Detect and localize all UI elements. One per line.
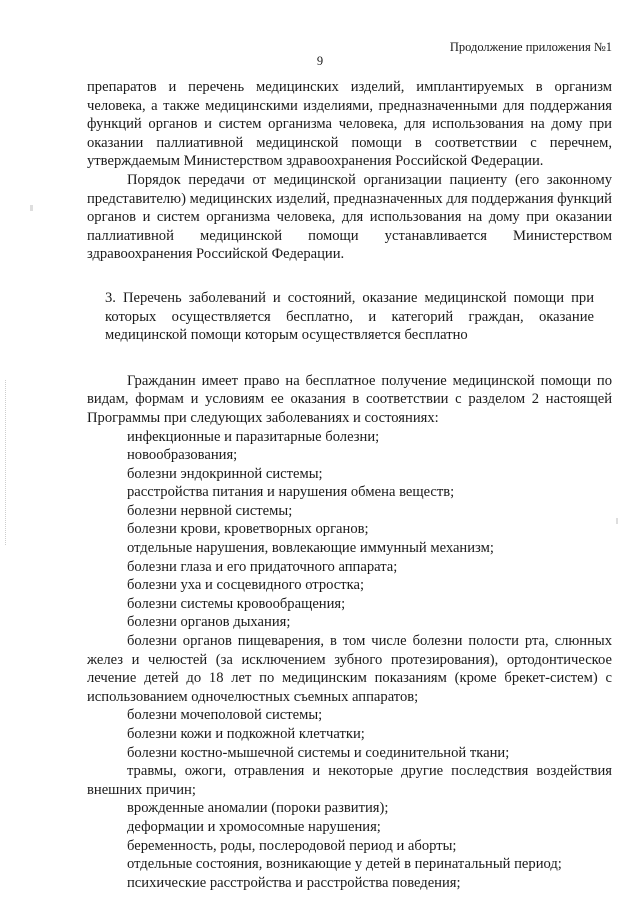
list-item: болезни мочеполовой системы; — [127, 707, 323, 724]
list-item: болезни крови, кроветворных органов; — [127, 521, 369, 538]
list-item: болезни костно-мышечной системы и соединительной ткани; — [127, 744, 510, 761]
list-item: болезни органов дыхания; — [127, 614, 291, 631]
list-item: беременность, роды, послеродовой период и аборты; — [127, 837, 457, 854]
list-item: болезни эндокринной системы; — [127, 465, 323, 482]
margin-mark-right — [616, 518, 618, 524]
list-item: болезни глаза и его придаточного аппарата; — [127, 558, 398, 575]
list-item: болезни органов пищеварения, в том числе болезни полости рта, слюнных желез и челюстей (за исключением зубного протезирования), ортодонтическое лечение детей до 18 лет по медицинским показаниям (кроме брекет-систем) с использованием одночелюстных съемных аппаратов; — [87, 633, 612, 705]
paragraph-continuation: препаратов и перечень медицинских изделий, имплантируемых в организм человека, а также медицинскими изделиями, предназначенными для поддержания функций органов и систем организма человека, для использования на дому при оказании паллиативной медицинской помощи в соответствии с перечнем, утверждаемым Министерством здравоохранения Российской Федерации. — [87, 79, 612, 170]
margin-scan-artifact — [5, 380, 10, 545]
section-3-intro: Гражданин имеет право на бесплатное получение медицинской помощи по видам, формам и условиям ее оказания в соответствии с разделом 2 настоящей Программы при следующих заболеваниях и состояниях: — [87, 372, 612, 426]
list-item: болезни уха и сосцевидного отростка; — [127, 577, 365, 594]
list-item: отдельные нарушения, вовлекающие иммунный механизм; — [127, 540, 494, 557]
list-item: болезни системы кровообращения; — [127, 595, 346, 612]
list-item: отдельные состояния, возникающие у детей в перинатальный период; — [127, 856, 562, 873]
document-body — [87, 78, 612, 892]
list-item: новообразования; — [127, 447, 238, 464]
list-item: врожденные аномалии (пороки развития); — [127, 800, 389, 817]
margin-mark — [30, 205, 33, 211]
section-3-heading: 3. Перечень заболеваний и состояний, оказание медицинской помощи при которых осуществляется бесплатно, и категорий граждан, оказание медицинской помощи которым осуществляется бесплатно — [105, 289, 594, 344]
list-item: болезни нервной системы; — [127, 502, 293, 519]
list-item: деформации и хромосомные нарушения; — [127, 818, 381, 835]
list-item: травмы, ожоги, отравления и некоторые другие последствия воздействия внешних причин; — [87, 763, 612, 798]
page-number: 9 — [316, 54, 324, 68]
disease-list — [87, 428, 612, 893]
list-item: психические расстройства и расстройства поведения; — [127, 874, 461, 891]
list-item: болезни кожи и подкожной клетчатки; — [127, 726, 365, 742]
list-item: расстройства питания и нарушения обмена веществ; — [127, 484, 455, 501]
appendix-continuation-note: Продолжение приложения №1 — [449, 40, 612, 54]
list-item: инфекционные и паразитарные болезни; — [127, 428, 380, 445]
paragraph-transfer-procedure: Порядок передачи от медицинской организации пациенту (его законному представителю) медицинских изделий, предназначенных для поддержания функций органов и систем организма человека, для использования на дому при оказании паллиативной медицинской помощи устанавливается Министерством здравоохранения Российской Федерации. — [87, 171, 612, 263]
